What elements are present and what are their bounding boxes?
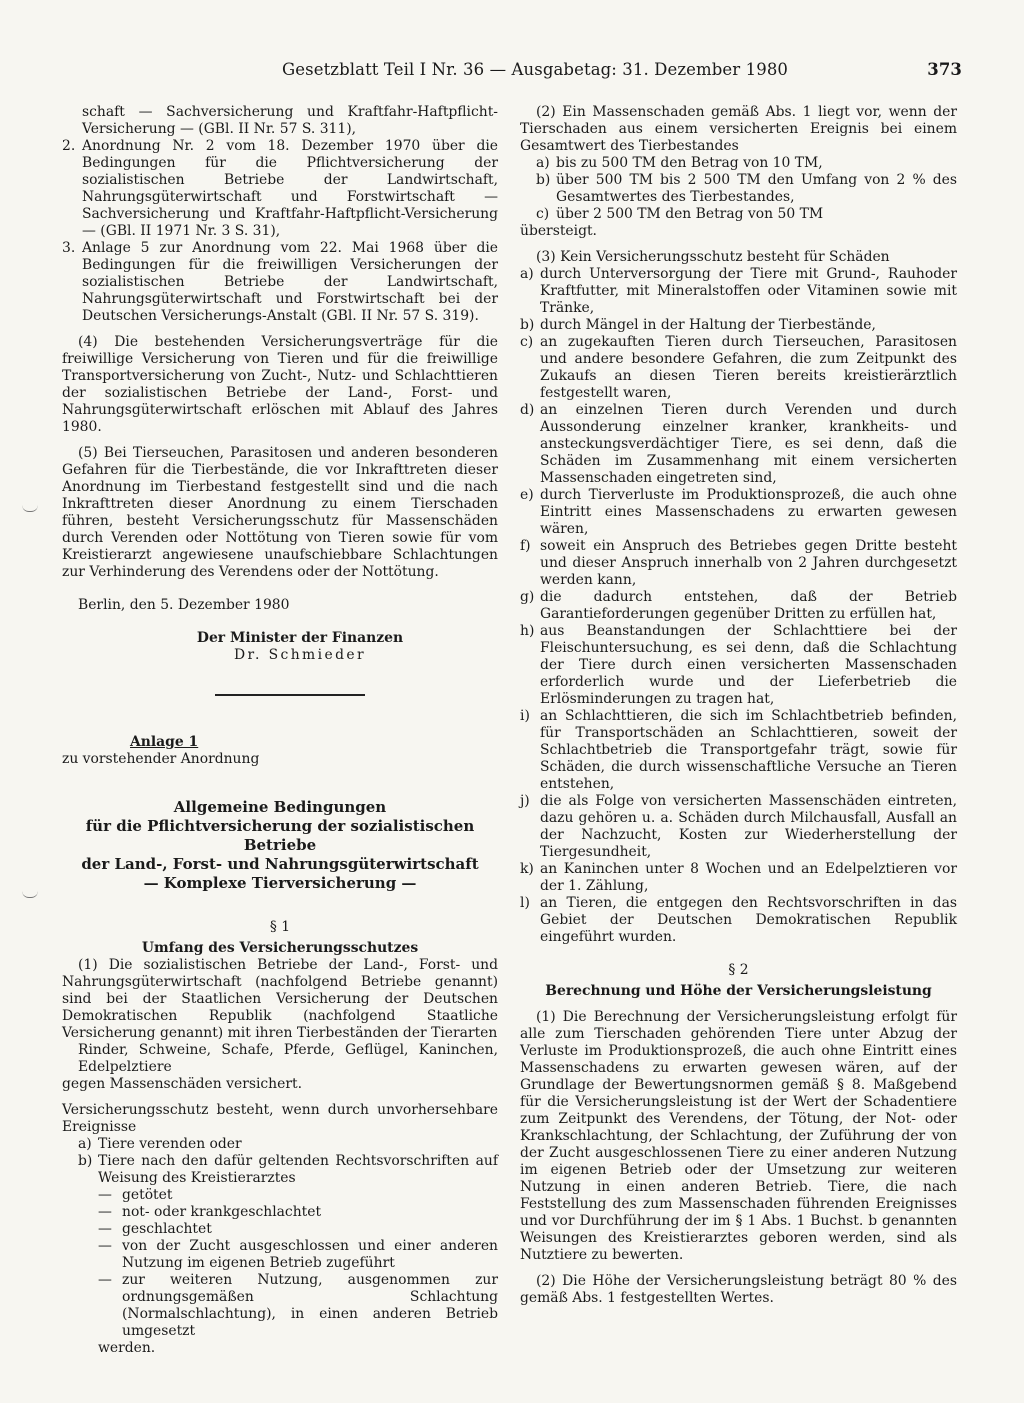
- exclusion-item: [520, 589, 957, 623]
- signer-name: Dr. Schmieder: [233, 647, 367, 663]
- exclusion-item: [520, 708, 957, 793]
- section-1-number: § 1: [269, 919, 291, 935]
- list-text: durch Mängel in der Haltung der Tierbestände,: [540, 317, 876, 333]
- place-date: Berlin, den 5. Dezember 1980: [78, 597, 290, 613]
- list-text: an Tieren, die entgegen den Rechtsvorschriften in das Gebiet der Deutschen Demokratischen Republik eingeführt wurden.: [540, 895, 957, 945]
- title-line: für die Pflichtversicherung der sozialistischen Betriebe: [85, 817, 475, 854]
- exclusion-item: [520, 317, 957, 334]
- section-2-number: § 2: [728, 962, 749, 978]
- list-label: 2.: [62, 138, 76, 154]
- dash-text: geschlachtet: [122, 1221, 212, 1237]
- section-1-paragraph-1: (1) Die sozialistischen Betriebe der Land-, Forst- und Nahrungsgüterwirtschaft (nachfolgend Betriebe genannt) sind bei der Staatlichen Versicherung der Deutschen Demokratischen Republik (nachfolgend Staatliche Versicherung genannt) mit ihren Tierbeständen der Tierarten: [62, 957, 498, 1041]
- dash-text: not- oder krankgeschlachtet: [122, 1204, 322, 1220]
- dash-text: von der Zucht ausgeschlossen und einer anderen Nutzung im eigenen Betrieb zugeführt: [122, 1238, 498, 1271]
- title-line: — Komplexe Tierversicherung —: [143, 874, 417, 892]
- list-label: 3.: [62, 240, 76, 256]
- list-text: Anlage 5 zur Anordnung vom 22. Mai 1968 über die Bedingungen für die freiwilligen Versicherungen der sozialistischen Betriebe der Landwirtschaft, Nahrungsgüterwirtschaft und Forstwirtschaft bei der Deutschen Versicherungs-Anstalt (GBl. II Nr. 57 S. 319).: [82, 240, 498, 324]
- anlage-subtitle: zu vorstehender Anordnung: [62, 751, 260, 767]
- list-text: durch Tierverluste im Produktionsprozeß, die auch ohne Eintritt eines Massenschadens zu erwarten gewesen wären,: [540, 487, 957, 537]
- cover-item-b: [62, 1153, 498, 1187]
- list-label: c): [520, 334, 534, 350]
- header-title: Gesetzblatt Teil I Nr. 36 — Ausgabetag: 31. Dezember 1980: [282, 60, 789, 79]
- list-text: durch Unterversorgung der Tiere mit Grund-, Rauhoder Kraftfutter, mit Mineralstoffen oder Vitaminen sowie mit Tränke,: [540, 266, 957, 316]
- dash-item: [62, 1238, 498, 1272]
- list-label: a): [536, 155, 550, 171]
- list-text: soweit ein Anspruch des Betriebes gegen Dritte besteht und dieser Anspruch innerhalb von 2 Jahren durchgesetzt werden kann,: [540, 538, 957, 588]
- exclusion-item: [520, 334, 957, 402]
- exclusion-item: [520, 895, 957, 946]
- paragraph-continuation: schaft — Sachversicherung und Kraftfahr-Haftpflicht-Versicherung — (GBl. II Nr. 57 S. 311),: [82, 104, 498, 137]
- exclusion-item: [520, 623, 957, 708]
- list-label: b): [536, 172, 551, 188]
- page-header: [282, 60, 962, 82]
- list-label: l): [520, 895, 530, 911]
- werden-text: werden.: [98, 1340, 156, 1356]
- threshold-item: [520, 155, 957, 172]
- list-label: g): [520, 589, 535, 605]
- section-2-title: Berechnung und Höhe der Versicherungsleistung: [545, 983, 932, 999]
- paragraph-4: (4) Die bestehenden Versicherungsverträge für die freiwillige Versicherung von Tieren und für die freiwillige Transportversicherung von Zucht-, Nutz- und Schlachttieren der sozialistischen Betriebe der Land-, Forst- und Nahrungsgüterwirtschaft erlöschen mit Ablauf des Jahres 1980.: [62, 334, 498, 435]
- list-label: f): [520, 538, 531, 554]
- list-item-3: [62, 240, 498, 325]
- list-label: b): [520, 317, 535, 333]
- list-text: bis zu 500 TM den Betrag von 10 TM,: [556, 155, 823, 171]
- exclusion-item: [520, 793, 957, 861]
- document-title: [62, 798, 498, 893]
- title-line: der Land-, Forst- und Nahrungsgüterwirtschaft: [81, 855, 479, 873]
- title-line: Allgemeine Bedingungen: [173, 798, 387, 816]
- dash-item: [62, 1272, 498, 1340]
- list-text: über 500 TM bis 2 500 TM den Umfang von 2 % des Gesamtwertes des Tierbestandes,: [556, 172, 957, 205]
- cover-intro: Versicherungsschutz besteht, wenn durch unvorhersehbare Ereignisse: [62, 1102, 498, 1135]
- dash-text: zur weiteren Nutzung, ausgenommen zur ordnungsgemäßen Schlachtung (Normalschlachtung), in einen anderen Betrieb umgesetzt: [122, 1272, 498, 1339]
- right-column: [520, 104, 957, 1307]
- list-label: c): [536, 206, 550, 222]
- list-text: die dadurch entstehen, daß der Betrieb Garantieforderungen gegenüber Dritten zu erfüllen hat,: [540, 589, 957, 622]
- dash-label: —: [98, 1272, 112, 1288]
- list-text: an Schlachttieren, die sich im Schlachtbetrieb befinden, für Transportschäden an Schlachttieren, soweit der Schlachtbetrieb die Transportgefahr trägt, sowie für Schäden, die durch wissenschaftliche Versuche an Tieren entstehen,: [540, 708, 957, 792]
- list-text: Anordnung Nr. 2 vom 18. Dezember 1970 über die Bedingungen für die Pflichtversicherung der sozialistischen Betriebe der Landwirtschaft, Nahrungsgüterwirtschaft und Forstwirtschaft — Sachversicherung und Kraftfahr-Haftpflicht-Versicherung — (GBl. II 1971 Nr. 3 S. 31),: [82, 138, 498, 239]
- list-text: über 2 500 TM den Betrag von 50 TM: [556, 206, 824, 222]
- dash-item: [62, 1221, 498, 1238]
- dash-label: —: [98, 1238, 112, 1254]
- list-item-2: [62, 138, 498, 240]
- list-label: b): [78, 1153, 93, 1169]
- exclusion-item: [520, 538, 957, 589]
- margin-mark: [22, 891, 38, 898]
- list-text: an einzelnen Tieren durch Verenden und durch Aussonderung einzelner kranker, krankheits- und ansteckungsverdächtiger Tiere, es sei denn, daß die Schäden im Zusammenhang mit einem versicherten Massenschaden eingetreten sind,: [540, 402, 957, 486]
- dash-label: —: [98, 1204, 112, 1220]
- dash-label: —: [98, 1187, 112, 1203]
- list-label: a): [78, 1136, 92, 1152]
- margin-mark: [22, 505, 38, 512]
- page-number: 373: [927, 60, 962, 79]
- exclusion-item: [520, 487, 957, 538]
- dash-label: —: [98, 1221, 112, 1237]
- section-2-paragraph-2: (2) Die Höhe der Versicherungsleistung beträgt 80 % des gemäß Abs. 1 festgestellten Wertes.: [520, 1273, 957, 1306]
- list-text: Tiere verenden oder: [98, 1136, 242, 1152]
- signer-title: Der Minister der Finanzen: [196, 630, 404, 646]
- list-label: d): [520, 402, 535, 418]
- list-label: a): [520, 266, 534, 282]
- dash-item: [62, 1187, 498, 1204]
- insured-statement: gegen Massenschäden versichert.: [62, 1076, 302, 1092]
- paragraph-2: (2) Ein Massenschaden gemäß Abs. 1 liegt vor, wenn der Tierschaden aus einem versicherten Ereignis bei einem Gesamtwert des Tierbestandes: [520, 104, 957, 154]
- exclusion-item: [520, 266, 957, 317]
- threshold-item: [520, 172, 957, 206]
- exclusion-item: [520, 861, 957, 895]
- section-2-paragraph-1: (1) Die Berechnung der Versicherungsleistung erfolgt für alle zum Tierschaden gehörenden Tiere unter Abzug der Verluste im Produktionsprozeß, die auch ohne Eintritt eines Massenschadens zu erwarten gewesen wären, auf der Grundlage der Bewertungsnormen gemäß § 8. Maßgebend für die Versicherungsleistung ist der Wert der Schadentiere zum Zeitpunkt des Verendens, der Tötung, der Not- oder Krankschlachtung, der Schlachtung, der Zuführung der von der Zucht ausgeschlossenen Tiere zu einer anderen Nutzung im eigenen Betrieb oder der Umsetzung zur weiteren Nutzung in einen anderen Betrieb. Tiere, die nach Feststellung des zum Massenschaden führenden Ereignisses und vor Durchführung der im § 1 Abs. 1 Buchst. b genannten Weisungen des Kreistierarztes geboren werden, sind als Nutztiere zu bewerten.: [520, 1009, 957, 1263]
- paragraph-3: (3) Kein Versicherungsschutz besteht für Schäden: [536, 249, 890, 265]
- dash-item: [62, 1204, 498, 1221]
- section-1-title: Umfang des Versicherungsschutzes: [141, 940, 419, 956]
- list-label: h): [520, 623, 535, 639]
- list-label: j): [520, 793, 530, 809]
- list-label: i): [520, 708, 530, 724]
- list-label: k): [520, 861, 534, 877]
- dash-text: getötet: [122, 1187, 173, 1203]
- list-text: aus Beanstandungen der Schlachttiere bei der Fleischuntersuchung, es sei denn, daß die Schlachtung der Tiere durch einen versicherten Massenschaden erforderlich wurde und der Lieferbetrieb die Erlösminderungen zu tragen hat,: [540, 623, 957, 707]
- list-text: an zugekauften Tieren durch Tierseuchen, Parasitosen und andere besondere Gefahren, die zum Zeitpunkt des Zukaufs an diesen Tieren bereits kreistierärztlich festgestellt waren,: [540, 334, 957, 401]
- paragraph-2-end: übersteigt.: [520, 223, 597, 239]
- list-text: Tiere nach den dafür geltenden Rechtsvorschriften auf Weisung des Kreistierarztes: [98, 1153, 498, 1186]
- separator-rule: [215, 694, 365, 696]
- cover-item-a: [62, 1136, 498, 1153]
- animal-list: Rinder, Schweine, Schafe, Pferde, Geflügel, Kaninchen, Edelpelztiere: [78, 1042, 498, 1075]
- paragraph-5: (5) Bei Tierseuchen, Parasitosen und anderen besonderen Gefahren für die Tierbestände, die vor Inkrafttreten dieser Anordnung im Tierbestand festgestellt sind und die nach Inkrafttreten dieser Anordnung zu einem Tierschaden führen, besteht Versicherungsschutz für Massenschäden durch Verenden oder Nottötung von Tieren sowie für vom Kreistierarzt angewiesene unaufschiebbare Schlachtungen zur Verhinderung des Verendens oder der Nottötung.: [62, 445, 498, 580]
- list-text: die als Folge von versicherten Massenschäden eintreten, dazu gehören u. a. Schäden durch Milchausfall, Ausfall an der Nachzucht, Kosten zur Wiederherstellung der Tiergesundheit,: [540, 793, 957, 860]
- exclusion-item: [520, 402, 957, 487]
- left-column: [62, 104, 498, 1357]
- list-text: an Kaninchen unter 8 Wochen und an Edelpelztieren vor der 1. Zählung,: [540, 861, 957, 894]
- list-label: e): [520, 487, 534, 503]
- anlage-label: Anlage 1: [130, 734, 199, 750]
- threshold-item: [520, 206, 957, 223]
